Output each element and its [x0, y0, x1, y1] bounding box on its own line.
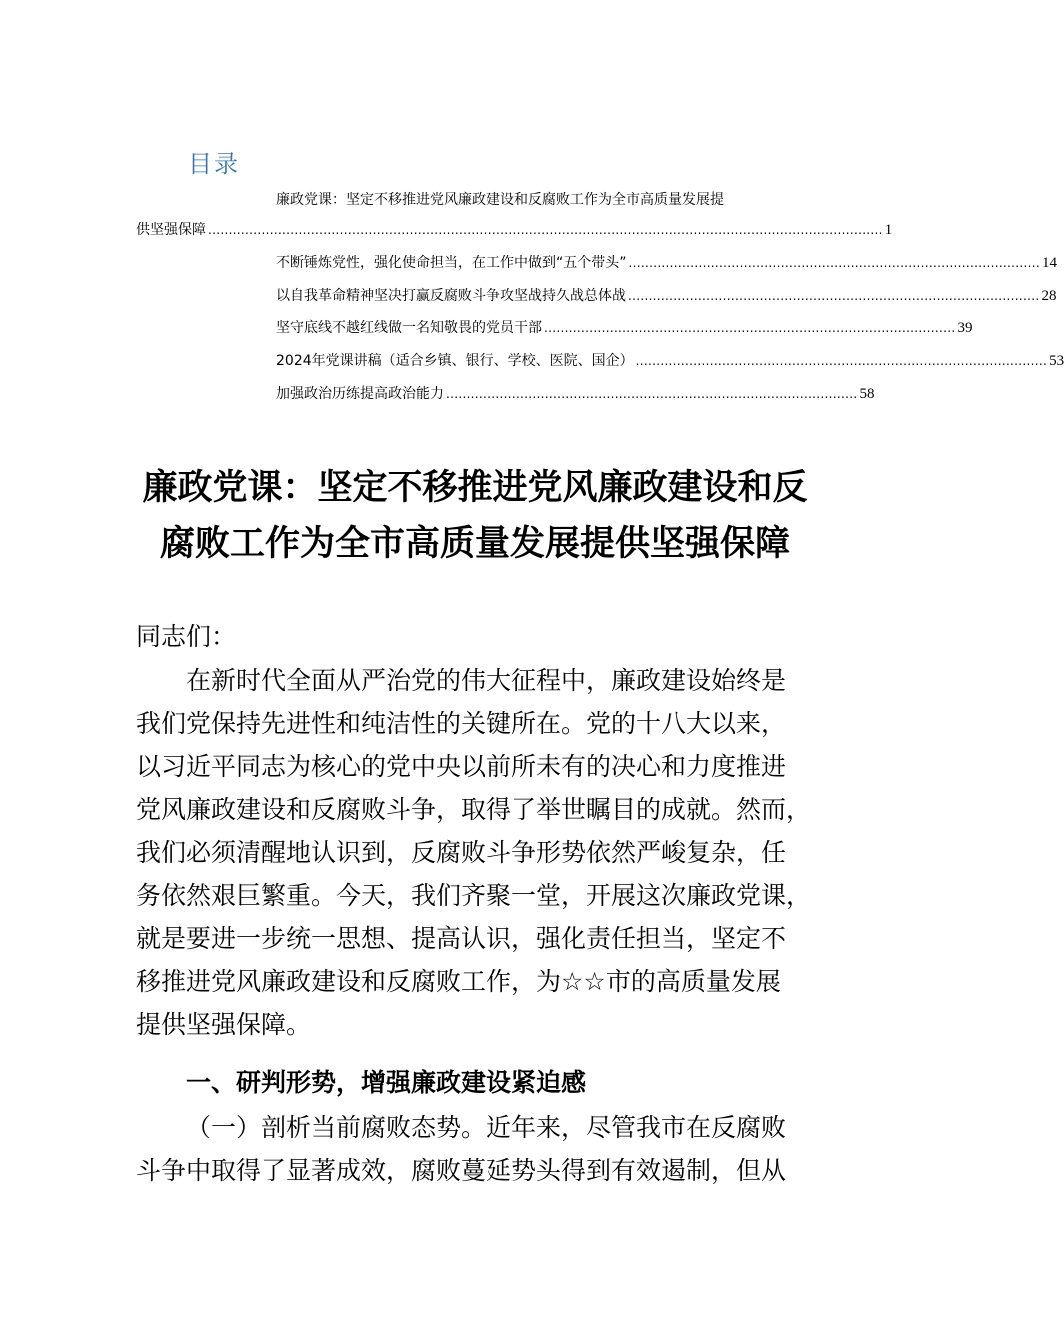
toc-page-number: 39 — [957, 320, 973, 336]
toc-leader-dots: .................................................................................................................................................................... — [208, 223, 883, 237]
toc-page-number: 58 — [859, 386, 875, 402]
toc-leader-dots: .................................................................................................... — [628, 256, 1040, 270]
toc-leader-dots: .................................................................................................... — [446, 387, 858, 401]
section-heading-1: 一、研判形势，增强廉政建设紧迫感 — [186, 1068, 587, 1097]
toc-entry-title: 不断锤炼党性，强化使命担当，在工作中做到“五个带头” — [276, 255, 627, 271]
toc-page-number: 1 — [884, 222, 893, 238]
toc-entry-title: 坚守底线不越红线做一名知敬畏的党员干部 — [276, 320, 542, 336]
document-title-line1: 廉政党课：坚定不移推进党风廉政建设和反 — [142, 468, 808, 508]
paragraph-line: 务依然艰巨繁重。今天，我们齐聚一堂，开展这次廉政党课， — [136, 881, 812, 910]
document-title-line2: 腐败工作为全市高质量发展提供坚强保障 — [159, 524, 790, 564]
toc-entry-title: 以自我革命精神坚决打赢反腐败斗争攻坚战持久战总体战 — [276, 288, 626, 304]
paragraph-line: 我们党保持先进性和纯洁性的关键所在。党的十八大以来， — [136, 709, 787, 738]
paragraph-line: 移推进党风廉政建设和反腐败工作，为☆☆市的高质量发展 — [136, 967, 781, 996]
greeting: 同志们： — [136, 622, 237, 651]
paragraph-line: 党风廉政建设和反腐败斗争，取得了举世瞩目的成就。然而， — [136, 795, 812, 824]
toc-page-number: 28 — [1041, 288, 1057, 304]
paragraph-line: 斗争中取得了显著成效，腐败蔓延势头得到有效遏制，但从 — [136, 1156, 787, 1185]
toc-entry-title: 供坚强保障 — [136, 222, 206, 238]
toc-entry-1[interactable] — [136, 220, 893, 240]
paragraph-line: 我们必须清醒地认识到，反腐败斗争形势依然严峻复杂，任 — [136, 838, 787, 867]
toc-page-number: 14 — [1041, 255, 1057, 271]
paragraph-line: 在新时代全面从严治党的伟大征程中，廉政建设始终是 — [186, 666, 787, 695]
paragraph-line: 提供坚强保障。 — [136, 1010, 312, 1039]
paragraph-line: 以习近平同志为核心的党中央以前所未有的决心和力度推进 — [136, 752, 787, 781]
toc-entry-5[interactable] — [276, 351, 1064, 371]
toc-entry-1-line1[interactable]: 廉政党课：坚定不移推进党风廉政建设和反腐败工作为全市高质量发展提 — [276, 192, 724, 208]
toc-leader-dots: .................................................................................................... — [635, 354, 1048, 368]
toc-entry-title: 加强政治历练提高政治能力 — [276, 386, 444, 402]
toc-leader-dots: .................................................................................................... — [544, 321, 956, 335]
paragraph-line: 就是要进一步统一思想、提高认识，强化责任担当，坚定不 — [136, 924, 787, 953]
toc-entry-title: 2024年党课讲稿（适合乡镇、银行、学校、医院、国企） — [276, 353, 634, 369]
paragraph-line: （一）剖析当前腐败态势。近年来，尽管我市在反腐败 — [186, 1113, 787, 1142]
toc-heading: 目录 — [188, 150, 240, 178]
toc-leader-dots: .................................................................................................... — [628, 289, 1040, 303]
toc-page-number: 53 — [1049, 353, 1064, 369]
toc-entry-4[interactable] — [276, 318, 973, 338]
toc-entry-2[interactable] — [276, 253, 1057, 273]
toc-entry-3[interactable] — [276, 286, 1057, 306]
toc-entry-6[interactable] — [276, 384, 875, 404]
